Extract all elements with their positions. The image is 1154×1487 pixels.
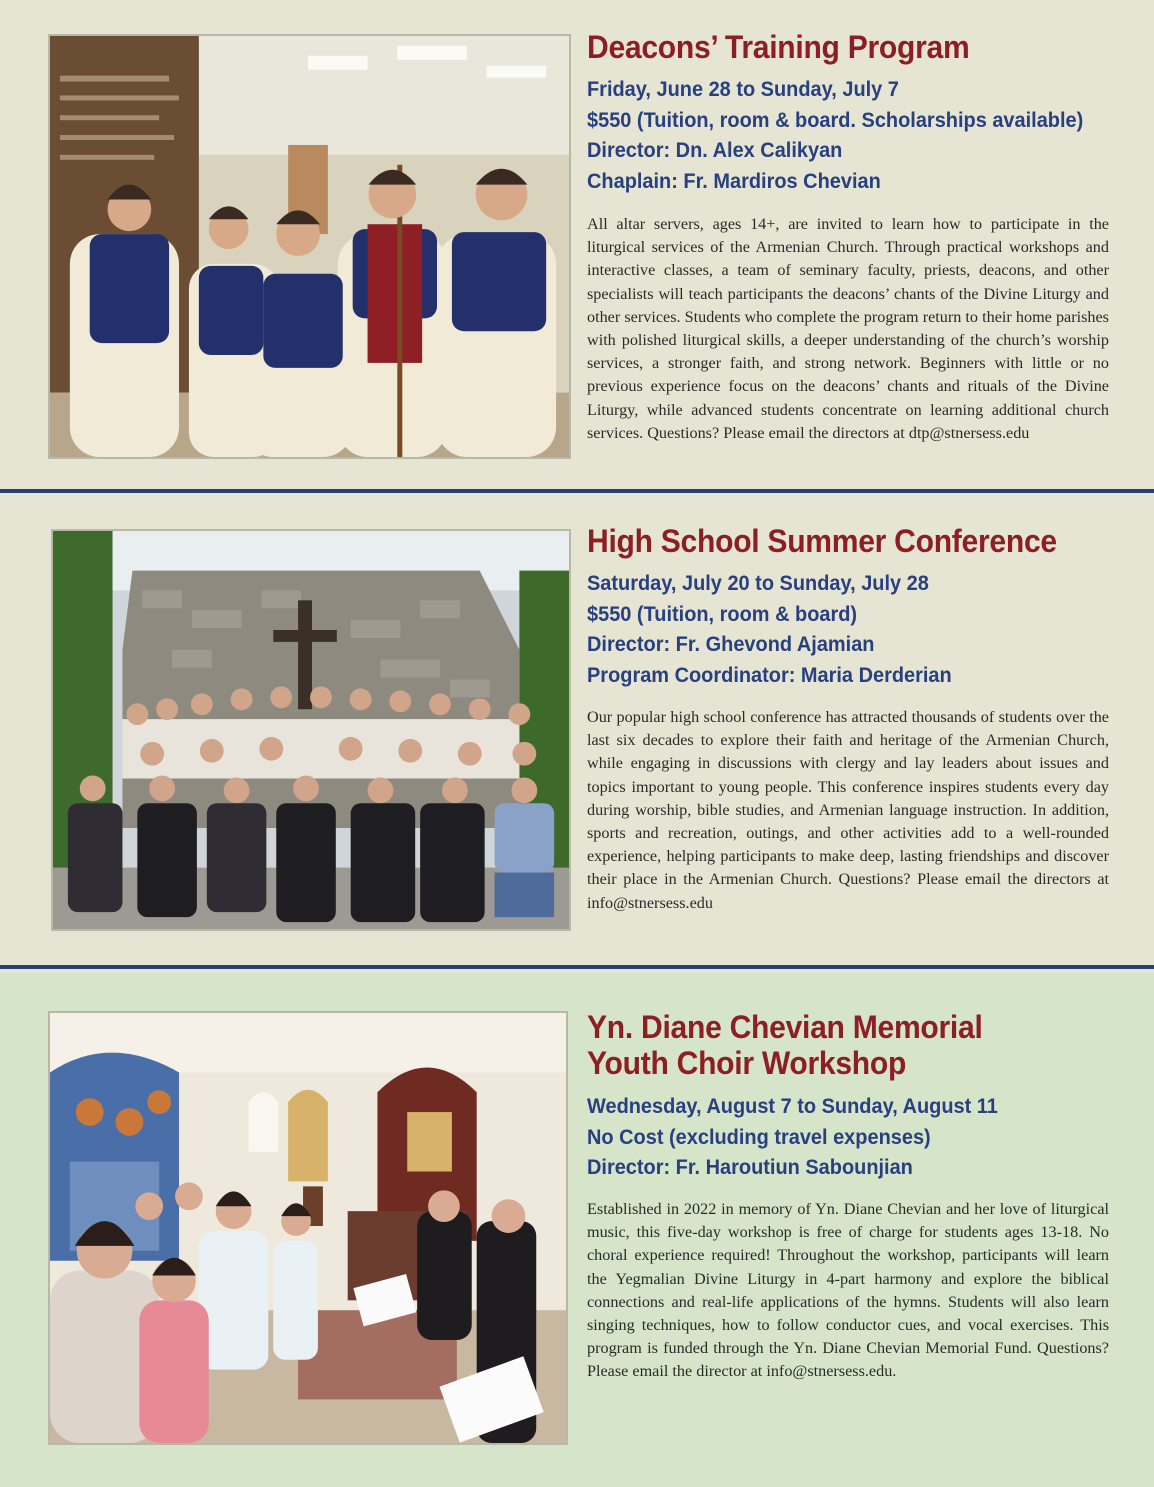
title-line: High School Summer Conference bbox=[587, 523, 1057, 559]
section-description: Our popular high school conference has attracted thousands of students over the last six decades to explore their faith and heritage of the Armenian Church, while engaging in discussions with clergy and lay leaders about issues and topics important to young people. This conference inspires students every day during worship, bible studies, and Armenian language instruction. In addition, sports and recreation, outings, and other activities add to a well-rounded experience, helping participants to make deep, lasting friendships and discover their place in the Armenian Church. Questions? Please email the directors at info@stnersess.edu bbox=[587, 708, 1109, 912]
program-dates: Friday, June 28 to Sunday, July 7 bbox=[587, 78, 899, 101]
program-dates: Wednesday, August 7 to Sunday, August 11 bbox=[587, 1095, 998, 1118]
program-cost: $550 (Tuition, room & board) bbox=[587, 602, 858, 626]
title-line: Yn. Diane Chevian Memorial bbox=[587, 1009, 983, 1045]
program-director: Director: Fr. Ghevond Ajamian bbox=[587, 633, 875, 656]
program-details bbox=[587, 1092, 998, 1184]
program-chaplain: Chaplain: Fr. Mardiros Chevian bbox=[587, 169, 881, 193]
section-title bbox=[587, 29, 969, 65]
program-details bbox=[587, 75, 1083, 197]
program-cost: No Cost (excluding travel expenses) bbox=[587, 1125, 931, 1149]
section-description: Established in 2022 in memory of Yn. Diane Chevian and her love of liturgical music, this five-day workshop is free of charge for students ages 13-18. No choral experience required! Throughout the workshop, participants will learn the Yegmalian Divine Liturgy in 4-part harmony and explore the biblical connections and real-life applications of the hymns. Students will also learn singing techniques, how to follow conductor cues, and vocal exercises. This program is funded through the Yn. Diane Chevian Memorial Fund. Questions? Please email the director at info@stnersess.edu. bbox=[587, 1200, 1109, 1381]
section-title bbox=[587, 1009, 983, 1081]
photo-high-school-group bbox=[51, 529, 571, 931]
title-line: Youth Choir Workshop bbox=[587, 1045, 907, 1081]
photo-youth-choir bbox=[48, 1011, 568, 1445]
section-high-school-conference bbox=[0, 498, 1154, 964]
program-director: Director: Fr. Haroutiun Sabounjian bbox=[587, 1156, 913, 1179]
photo-deacons-altar-servers bbox=[48, 34, 571, 459]
section-youth-choir-workshop bbox=[0, 973, 1154, 1487]
section-divider bbox=[0, 489, 1154, 493]
title-line: Deacons’ Training Program bbox=[587, 29, 970, 65]
section-title bbox=[587, 523, 1057, 559]
section-divider bbox=[0, 965, 1154, 969]
program-details bbox=[587, 569, 952, 691]
section-deacons-training bbox=[0, 0, 1154, 488]
section-description: All altar servers, ages 14+, are invited to learn how to participate in the liturgical services of the Armenian Church. Through practical workshops and interactive classes, a team of seminary faculty, priests, deacons, and other specialists will teach participants the deacons’ chants of the Divine Liturgy and other services. Students who complete the program return to their home parishes with polished liturgical skills, a deeper understanding of the church’s worship services, a stronger faith, and strong network. Beginners with little or no previous experience focus on the deacons’ chants and rituals of the Divine Liturgy, while advanced students concentrate on learning additional church services. Questions? Please email the directors at dtp@stnersess.edu bbox=[587, 215, 1109, 442]
program-dates: Saturday, July 20 to Sunday, July 28 bbox=[587, 572, 929, 595]
program-coordinator: Program Coordinator: Maria Derderian bbox=[587, 663, 952, 687]
program-cost: $550 (Tuition, room & board. Scholarships available) bbox=[587, 108, 1084, 132]
program-director: Director: Dn. Alex Calikyan bbox=[587, 139, 843, 162]
